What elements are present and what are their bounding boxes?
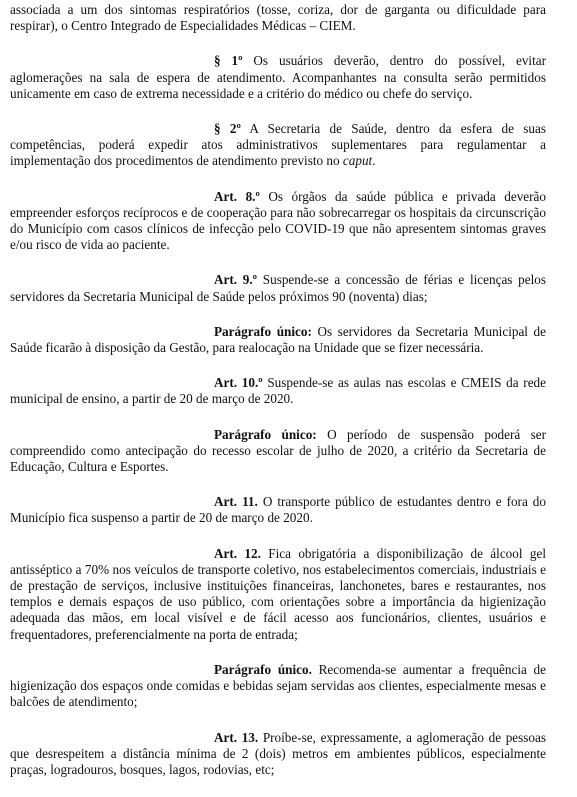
sole-paragraph-label: Parágrafo único:	[214, 426, 317, 442]
article-9	[10, 272, 546, 304]
paragraph-text: associada a um dos sintomas respiratórios (tosse, coriza, dor de garganta ou dificuldade para respirar), o Centro Integrado de Especialidades Médicas – CIEM.	[10, 2, 546, 34]
article-text: Fica obrigatória a disponibilização de álcool gel antisséptico a 70% nos veículos de transporte coletivo, nos estabelecimentos comerciais, industriais e de prestação de serviços, inclusive instituições financeiras, lanchonetes, bares e restaurantes, nos templos e demais espaços de uso público, com orientações sobre a importância da higienização adequada das mãos, em local visível e de fácil acesso aos funcionários, clientes, usuários e frequentadores, preferencialmente na porta de entrada;	[10, 545, 546, 642]
article-label: Art. 13.	[214, 729, 259, 745]
sole-paragraph-label: Parágrafo único:	[214, 323, 312, 339]
italic-term: caput	[342, 153, 373, 169]
article-text: Os órgãos da saúde pública e privada deverão empreender esforços recíprocos e de cooperação para não sobrecarregar os hospitais da circunscrição do Município com casos clínicos de infecção pelo COVID-19 que não apresentem sintomas graves e/ou risco de vida ao paciente.	[10, 188, 547, 253]
article-text: Suspende-se a concessão de férias e licenças pelos servidores da Secretaria Municipal de Saúde pelos próximos 90 (noventa) dias;	[10, 272, 546, 304]
article-10	[10, 375, 546, 407]
article-text: Proíbe-se, expressamente, a aglomeração de pessoas que desrespeitem a distância mínima de 2 (dois) metros em ambientes públicos, especialmente praças, logradouros, bosques, lagos, rodovias, etc;	[10, 729, 546, 777]
article-label: Art. 11.	[214, 494, 258, 510]
section-label: § 2º	[214, 121, 241, 137]
document-page	[10, 2, 546, 797]
article-label: Art. 8.º	[214, 188, 260, 204]
article-text: Suspende-se as aulas nas escolas e CMEIS da rede municipal de ensino, a partir de 20 de março de 2020.	[10, 375, 546, 407]
article-label: Art. 9.º	[214, 272, 258, 288]
paragraph-text: O período de suspensão poderá ser compreendido como antecipação do recesso escolar de julho de 2020, a critério da Secretaria de Educação, Cultura e Esportes.	[10, 426, 546, 475]
article-9-sole-paragraph	[10, 324, 546, 356]
article-13	[10, 730, 546, 779]
paragraph-text: A Secretaria de Saúde, dentro da esfera de suas competências, poderá expedir atos administrativos suplementares para regulamentar a implementação dos procedimentos de atendimento previsto no	[10, 121, 546, 169]
paragraph-end: .	[372, 153, 376, 169]
paragraph-continuation	[10, 2, 546, 34]
sole-paragraph-label: Parágrafo único.	[214, 661, 312, 677]
paragraph-text: Os usuários deverão, dentro do possível, evitar aglomerações na sala de espera de atendimento. Acompanhantes na consulta serão permitidos unicamente em caso de extrema necessidade e a critério do médico ou chefe do serviço.	[10, 53, 546, 101]
section-label: § 1º	[214, 53, 243, 69]
article-12-sole-paragraph	[10, 662, 546, 711]
article-label: Art. 10.º	[214, 375, 263, 391]
paragraph-text: Os servidores da Secretaria Municipal de Saúde ficarão à disposição da Gestão, para realocação na Unidade que se fizer necessária.	[10, 323, 546, 356]
paragraph-section-1	[10, 53, 546, 102]
article-11	[10, 494, 546, 526]
article-10-sole-paragraph	[10, 427, 546, 476]
article-text: O transporte público de estudantes dentro e fora do Município fica suspenso a partir de 20 de março de 2020.	[10, 494, 546, 526]
article-12	[10, 546, 546, 643]
paragraph-section-2	[10, 121, 546, 170]
article-8	[10, 189, 546, 254]
article-label: Art. 12.	[214, 545, 261, 561]
paragraph-text: Recomenda-se aumentar a frequência de higienização dos espaços onde comidas e bebidas sejam servidas aos clientes, especialmente mesas e balcões de atendimento;	[10, 661, 546, 710]
